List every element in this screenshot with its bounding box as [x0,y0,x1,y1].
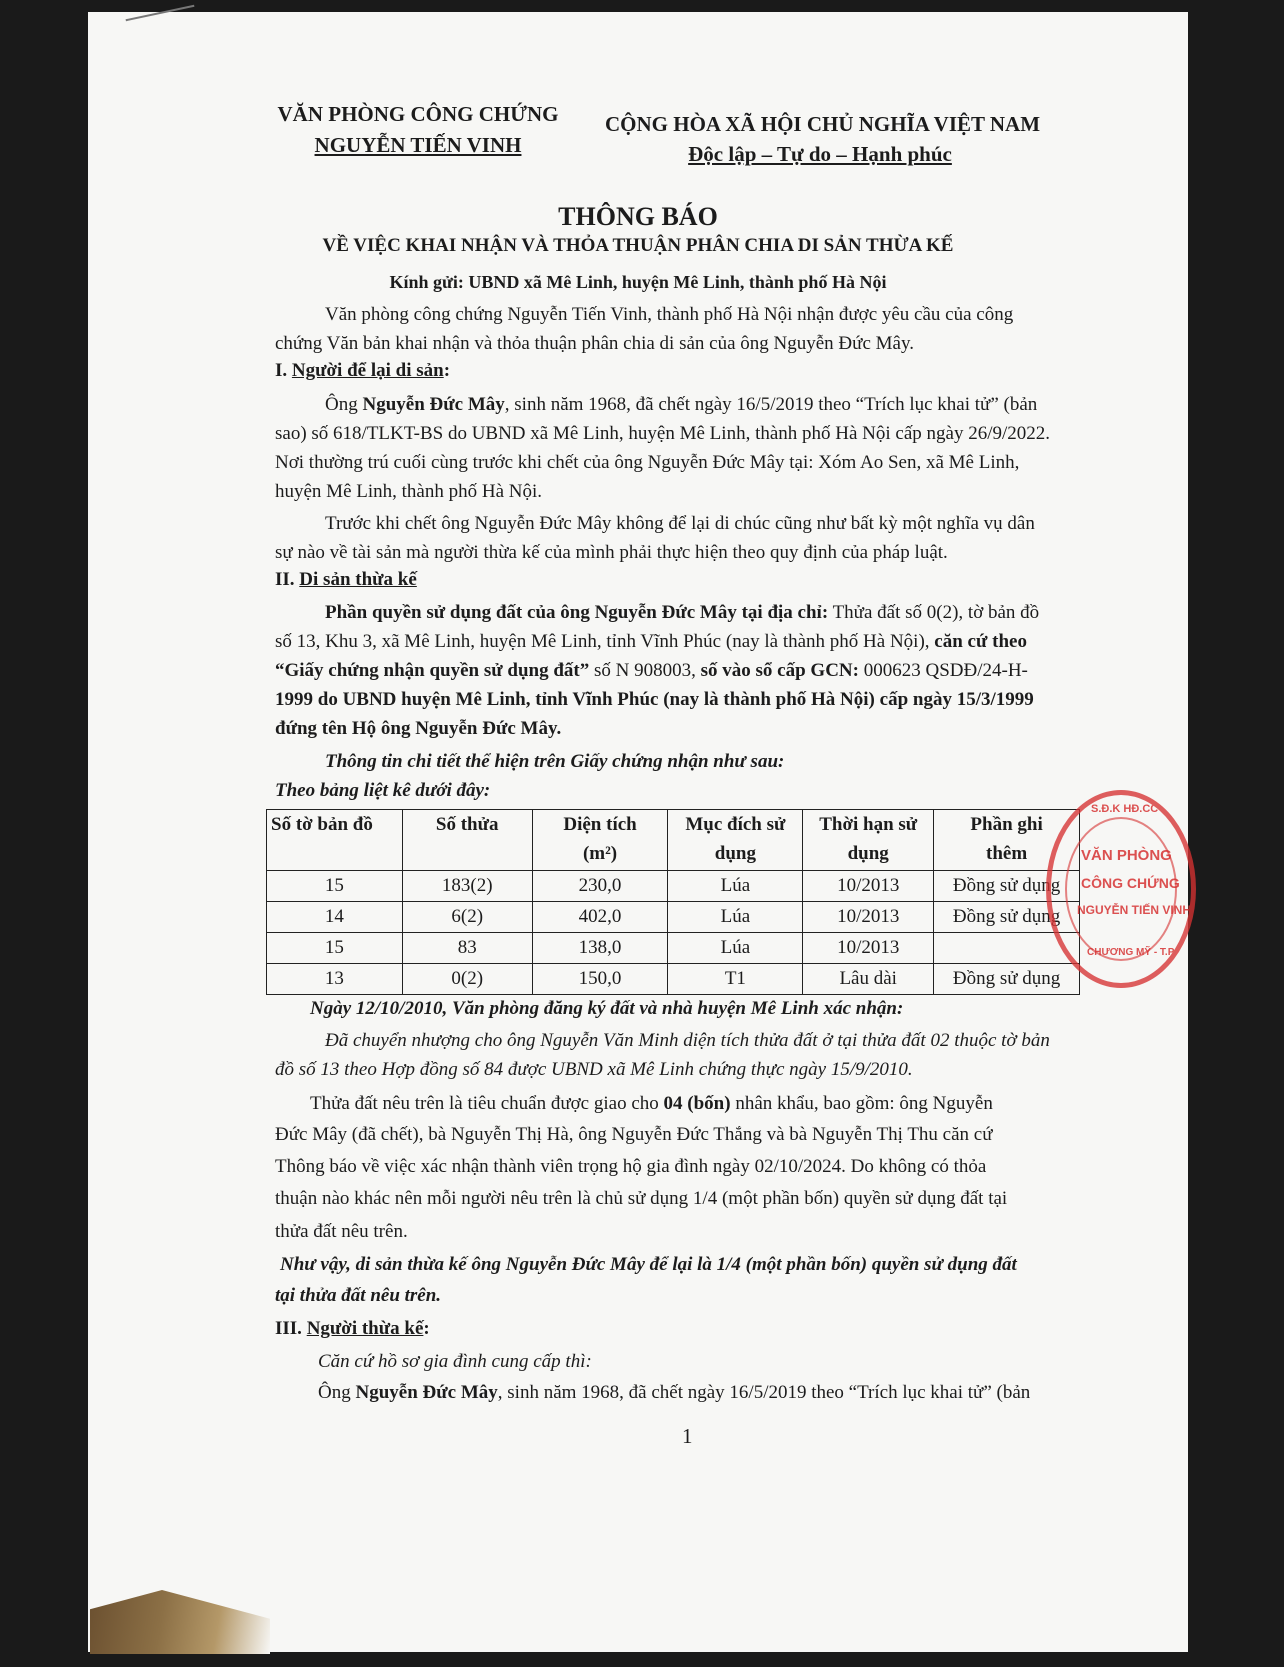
table-cell: 230,0 [532,871,668,902]
table-cell: 83 [402,933,532,964]
country-name: CỘNG HÒA XÃ HỘI CHỦ NGHĨA VIỆT NAM [605,112,1041,136]
table-cell: Lúa [668,933,803,964]
intro-line: chứng Văn bản khai nhận và thỏa thuận phân chia di sản của ông Nguyễn Đức Mây. [275,333,914,354]
table-cell: Lâu dài [803,964,934,995]
col-header-map-sheet: Số tờ bản đồ [267,810,403,871]
table-cell: Đồng sử dụng [934,964,1080,995]
section3-basis: Căn cứ hồ sơ gia đình cung cấp thì: [318,1351,592,1372]
section2-line: Phần quyền sử dụng đất của ông Nguyễn Đức Mây tại địa chỉ: Thửa đất số 0(2), tờ bản đồ [325,602,1040,623]
stamp-line1: VĂN PHÒNG [1081,847,1172,864]
stamp-ring-bottom: CHƯƠNG MỸ - T.P [1087,947,1175,958]
table-cell: 6(2) [402,902,532,933]
table-cell: 10/2013 [803,871,934,902]
table-cell: Lúa [668,902,803,933]
office-name-line2: NGUYỄN TIẾN VINH [314,133,522,157]
recipient-line: Kính gửi: UBND xã Mê Linh, huyện Mê Linh, thành phố Hà Nội [389,272,887,292]
confirm-line: đồ số 13 theo Hợp đồng số 84 được UBND xã Mê Linh chứng thực ngày 15/9/2010. [275,1059,913,1080]
country-motto: Độc lập – Tự do – Hạnh phúc [688,142,952,166]
allocation-line: Thửa đất nêu trên là tiêu chuẩn được giao cho 04 (bốn) nhân khẩu, bao gồm: ông Nguyễn [310,1093,993,1114]
table-cell: 150,0 [532,964,668,995]
table-header-row [267,810,1080,871]
table-row [267,964,1080,995]
col-header-term: Thời hạn sử dụng [803,810,934,871]
notary-seal-stamp [1046,790,1196,988]
section1-line: sao) số 618/TLKT-BS do UBND xã Mê Linh, huyện Mê Linh, thành phố Hà Nội cấp ngày 26/9/2022. [275,423,1051,444]
doc-title: THÔNG BÁO [558,202,718,231]
section1-line: huyện Mê Linh, thành phố Hà Nội. [275,481,543,502]
section1-line: sự nào về tài sản mà người thừa kế của mình phải thực hiện theo quy định của pháp luật. [275,542,948,563]
table-cell: 138,0 [532,933,668,964]
section2-line: số 13, Khu 3, xã Mê Linh, huyện Mê Linh, tỉnh Vĩnh Phúc (nay là thành phố Hà Nội), căn cứ theo [275,631,1027,652]
conclusion-line: tại thửa đất nêu trên. [275,1285,442,1306]
detail-caption: Thông tin chi tiết thể hiện trên Giấy chứng nhận như sau: [325,751,785,772]
intro-line: Văn phòng công chứng Nguyễn Tiến Vinh, thành phố Hà Nội nhận được yêu cầu của công [325,304,1014,325]
section2-line: “Giấy chứng nhận quyền sử dụng đất” số N 908003, số vào sổ cấp GCN: 000623 QSDĐ/24-H- [275,660,1028,681]
section1-heading: I. Người để lại di sản: [275,360,451,381]
stamp-ring-top: S.Đ.K HĐ.CC [1091,803,1159,815]
allocation-line: thửa đất nêu trên. [275,1221,408,1242]
table-cell: 0(2) [402,964,532,995]
confirm-heading: Ngày 12/10/2010, Văn phòng đăng ký đất và nhà huyện Mê Linh xác nhận: [310,998,904,1019]
section3-para1: Ông Nguyễn Đức Mây, sinh năm 1968, đã chết ngày 16/5/2019 theo “Trích lục khai tử” (bản [318,1382,1031,1403]
allocation-line: thuận nào khác nên mỗi người nêu trên là chủ sử dụng 1/4 (một phần bốn) quyền sử dụng đất tại [275,1188,1008,1209]
page-number: 1 [682,1424,693,1448]
section1-line: Nơi thường trú cuối cùng trước khi chết của ông Nguyễn Đức Mây tại: Xóm Ao Sen, xã Mê Linh, [275,452,1020,473]
section2-line: đứng tên Hộ ông Nguyễn Đức Mây. [275,718,562,739]
stamp-line3: NGUYỄN TIẾN VINH [1077,903,1192,917]
land-parcel-table [266,809,1080,995]
section2-line: 1999 do UBND huyện Mê Linh, tỉnh Vĩnh Phúc (nay là thành phố Hà Nội) cấp ngày 15/3/1999 [275,689,1034,710]
col-header-purpose: Mục đích sử dụng [668,810,803,871]
office-name-line1: VĂN PHÒNG CÔNG CHỨNG [277,102,559,126]
col-header-area: Diện tích (m²) [532,810,668,871]
col-header-parcel: Số thửa [402,810,532,871]
stamp-line2: CÔNG CHỨNG [1081,875,1180,891]
table-cell: Đồng sử dụng [934,902,1080,933]
confirm-line: Đã chuyển nhượng cho ông Nguyễn Văn Minh diện tích thửa đất ở tại thửa đất 02 thuộc tờ bản [325,1030,1050,1051]
section2-heading: II. Di sản thừa kế [275,569,417,590]
table-cell: Lúa [668,871,803,902]
table-cell: 402,0 [532,902,668,933]
table-row [267,902,1080,933]
section1-line: Trước khi chết ông Nguyễn Đức Mây không để lại di chúc cũng như bất kỳ một nghĩa vụ dân [325,513,1035,534]
table-cell: Đồng sử dụng [934,871,1080,902]
table-cell: 15 [267,933,403,964]
table-cell: 14 [267,902,403,933]
col-header-notes: Phần ghi thêm [934,810,1080,871]
doc-subtitle: VỀ VIỆC KHAI NHẬN VÀ THỎA THUẬN PHÂN CHIA DI SẢN THỪA KẾ [322,235,954,256]
allocation-line: Thông báo về việc xác nhận thành viên trọng hộ gia đình ngày 02/10/2024. Do không có thỏa [275,1156,987,1177]
table-caption: Theo bảng liệt kê dưới đây: [275,780,491,801]
table-row [267,933,1080,964]
table-cell: 183(2) [402,871,532,902]
table-cell: 10/2013 [803,933,934,964]
section3-heading: III. Người thừa kế: [275,1318,430,1339]
table-cell: 13 [267,964,403,995]
allocation-line: Đức Mây (đã chết), bà Nguyễn Thị Hà, ông Nguyễn Đức Thắng và bà Nguyễn Thị Thu căn cứ [275,1124,993,1145]
conclusion-line: Như vậy, di sản thừa kế ông Nguyễn Đức Mây để lại là 1/4 (một phần bốn) quyền sử dụng đất [280,1254,1017,1275]
table-cell: 15 [267,871,403,902]
table-cell: 10/2013 [803,902,934,933]
table-row [267,871,1080,902]
section1-para1-line1: Ông Nguyễn Đức Mây, sinh năm 1968, đã chết ngày 16/5/2019 theo “Trích lục khai tử” (bản [325,394,1038,415]
table-cell: T1 [668,964,803,995]
